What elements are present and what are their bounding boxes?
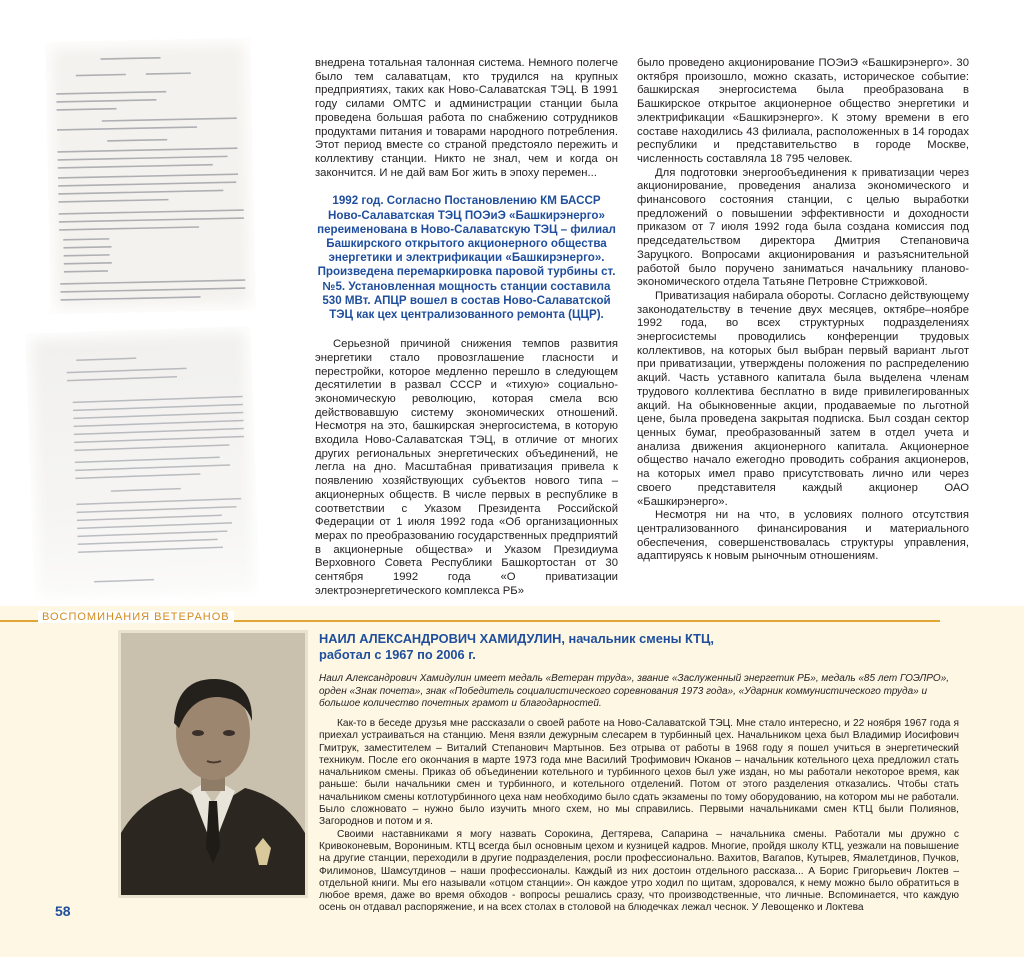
section-label: ВОСПОМИНАНИЯ ВЕТЕРАНОВ	[38, 611, 234, 623]
article-column-1	[315, 57, 618, 599]
article-paragraph: Приватизация набирала обороты. Согласно действующему законодательству в течение двух месяцев, октябре–ноябре 1992 года, во всех структурных подразделениях энергосистемы проводились конференции трудовых коллективов, на которых был выбран первый вариант льгот при приватизации, утверждены положения по распределению акций. Часть уставного капитала была выделена членам трудового коллектива бесплатно в виде привилегированных акций. На обыкновенные акции, продаваемые по льготной цене, была проведена закрытая подписка. Был создан сектор ценных бумаг, преобразованный затем в отдел учета и анализа движения акционерного капитала. Акционерное общество начало ежегодно проводить собрания акционеров, на которых имел право присутствовать лично или через своего представителя каждый акционер ОАО «Башкирэнерго».	[637, 289, 969, 508]
veteran-memoir	[319, 718, 959, 915]
memoir-paragraph: Как-то в беседе друзья мне рассказали о своей работе на Ново-Салаватской ТЭЦ. Мне стало интересно, и 22 ноября 1967 года я приехал устраиваться на станцию. Меня взяли дежурным слесарем в турбинный цех. Начальником цеха был Владимир Иосифович Гмитрук, заместителем – Виталий Степанович Мартынов. Без отрыва от работы в 1968 году я пошел учиться в энергетический техникум. После его окончания в марте 1973 года мне Василий Трофимович Юканов – начальник котельного цеха предложил стать начальником смены. Приказ об объединении котельного и турбинного цехов был уже издан, но мы работали некоторое время, как раньше: были начальники смен и турбинного, и котельного отделений. Потом от этого разделения отказались. Чтобы стать начальником смены котлотурбинного цеха нам необходимо было сдать экзамены по тому оборудованию, на котором мы не работали. Было сложновато – нужно было изучить много схем, но мы справились. Первыми начальниками смен КТЦ были Полиянов, Загороднов и потом и я.	[319, 718, 959, 828]
article-column-2	[637, 57, 969, 564]
portrait-illustration	[121, 633, 305, 895]
page-number: 58	[55, 903, 71, 919]
archive-document-image-1	[45, 38, 256, 314]
archive-document-1-lines	[45, 38, 256, 314]
highlight-paragraph: 1992 год. Согласно Постановлению КМ БАССР Ново-Салаватская ТЭЦ ПОЭиЭ «Башкирэнерго» переименована в Ново-Салаватскую ТЭЦ – филиал Башкирского открытого акционерного общества энергетики и электрификации «Башкирэнерго». Произведена перемаркировка паровой турбины ст. №5. Установленная мощность станции составила 530 МВт. АПЦР вошел в состав Ново-Салаватской ТЭЦ как цех централизованного ремонта (ЦЦР).	[317, 194, 616, 321]
archive-document-image-2	[25, 326, 259, 604]
article-paragraph: было проведено акционирование ПОЭиЭ «Башкирэнерго». 30 октября произошло, можно сказать, историческое событие: башкирская энергосистема была преобразована в Башкирское открытое акционерное общество энергетики и электрификации «Башкирэнерго». К этому времени в его составе находились 43 филиала, расположенных в 14 городах республики и представительство в городе Москве, численность составляла 18 795 человек.	[637, 57, 969, 165]
veteran-name-heading	[319, 631, 959, 663]
veteran-portrait-photo	[121, 633, 305, 895]
article-paragraph: Для подготовки энергообъединения к приватизации через акционирование, проведения анализа экономического и финансового состояния станции, с целью выработки предложений о повышении эффективности и доходности приказом от 7 июля 1992 года была создана комиссия под председательством директора Дмитрия Степановича Заруцкого. Вопросами акционирования и разъяснительной работой было поручено заниматься начальнику планово-экономического отдела Татьяне Петровне Стрижковой.	[637, 166, 969, 289]
archive-document-2-lines	[25, 326, 259, 604]
article-paragraph: Серьезной причиной снижения темпов развития энергетики стало провозглашение гласности и перестройки, которое медленно перешло в следующем десятилетии в развал СССР и «тихую» социально-экономическую революцию, которая смела всю действовавшую систему экономических отношений. Несмотря на это, башкирская энергосистема, в которую входила Ново-Салаватская ТЭЦ, в отличие от многих других региональных энергетических объединений, не легла на дно. Масштабная приватизация привела к появлению хозяйствующих субъектов нового типа – акционерных обществ. В числе первых в республике в соответствии с Указом Президента Российской Федерации от 1 июля 1992 года «Об организационных мерах по преобразованию государственных предприятий в акционерные общества» и Указом Президиума Верховного Совета Республики Башкортостан от 30 сентября 1992 года «О приватизации электроэнергетического комплекса РБ»	[315, 338, 618, 597]
article-paragraph: Несмотря ни на что, в условиях полного отсутствия централизованного финансирования и материального обеспечения, совершенствовалась структуры управления, адаптируясь к новым рыночным отношениям.	[637, 509, 969, 563]
veteran-name-line: НАИЛ АЛЕКСАНДРОВИЧ ХАМИДУЛИН, начальник смены КТЦ,	[319, 631, 714, 646]
veteran-tenure-line: работал с 1967 по 2006 г.	[319, 647, 476, 662]
memoir-paragraph: Своими наставниками я могу назвать Сорокина, Дегтярева, Сапарина – начальника смены. Работали мы дружно с Кривоконевым, Ворониным. КТЦ всегда был основным цехом и кузницей кадров. Многие, пройдя школу КТЦ, уезжали на повышение на другие станции, переходили в другие подразделения, росли профессионально. Вахитов, Вагапов, Кутырев, Ямалетдинов, Пучков, Филимонов, Шамсутдинов – наши профессионалы. Каждый из них достоин отдельного рассказа... А Борис Григорьевич Локтев – отдельной книги. Мы его называли «отцом станции». Он каждое утро ходил по щитам, здоровался, к нему можно было обратиться в любое время, даже во время обходов - вопросы решались сразу, что производственные, что личные. Вспоминается, что каждую осень он отдавал распоряжение, и на всех столах в столовой на блюдечках лежал чеснок. У Левощенко и Локтева	[319, 828, 959, 914]
veteran-awards: Наил Александрович Хамидулин имеет медаль «Ветеран труда», звание «Заслуженный энергетик РБ», медаль «85 лет ГОЭЛРО», орден «Знак почета», знак «Победитель социалистического соревнования 1973 года», «Ударник коммунистического труда» и большое количество почетных грамот и благодарностей.	[319, 673, 950, 710]
article-paragraph: внедрена тотальная талонная система. Немного полегче было тем салаватцам, кто трудился на крупных предприятиях, таких как Ново-Салаватская ТЭЦ. В 1991 году силами ОМТС и администрации станции была проведена большая работа по снабжению сотрудников продуктами питания и товарами народного потребления. Этот период вместе со страной предстояло пережить и коллективу станции. Никто не знал, чем и когда он закончится. И не дай вам Бог жить в эпоху перемен...	[315, 57, 618, 179]
